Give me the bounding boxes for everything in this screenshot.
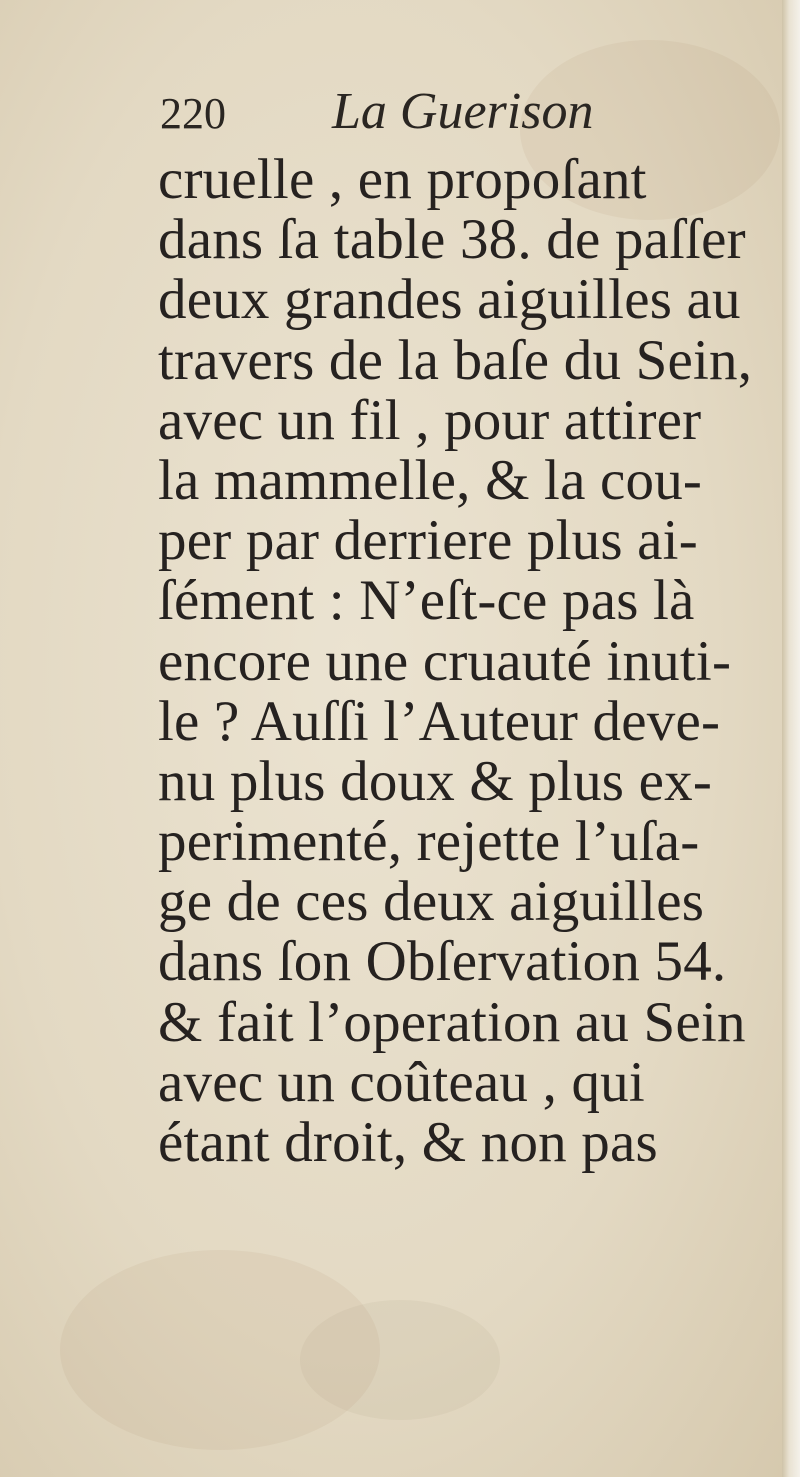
text-line: ſément : N’eſt-ce pas là	[158, 569, 695, 633]
text-line: perimenté, rejette l’uſa-	[158, 810, 700, 874]
text-line: dans ſon Obſervation 54.	[158, 930, 727, 994]
running-title: La Guerison	[332, 83, 594, 140]
page-number: 220	[160, 89, 226, 138]
text-line: la mammelle, & la cou-	[158, 448, 703, 512]
text-line: étant droit, & non pas	[158, 1111, 658, 1174]
body-text	[158, 150, 770, 1173]
text-line: ge de ces deux aiguilles	[158, 870, 705, 934]
page-edge	[782, 0, 800, 1477]
text-line: per par derriere plus ai-	[158, 509, 698, 573]
text-line: avec un coûteau , qui	[158, 1050, 645, 1114]
text-line: nu plus doux & plus ex-	[158, 749, 713, 813]
text-line: avec un fil , pour attirer	[158, 388, 702, 452]
text-line: cruelle , en propoſant	[158, 148, 647, 211]
text-line: deux grandes aiguilles au	[158, 268, 741, 332]
text-line: le ? Auſſi l’Auteur deve-	[158, 689, 721, 753]
text-line: dans ſa table 38. de paſſer	[158, 208, 746, 272]
paper-stain	[300, 1300, 500, 1420]
text-line: encore une cruauté inuti-	[158, 629, 732, 693]
text-line: travers de la baſe du Sein,	[158, 328, 753, 392]
text-line: & fait l’operation au Sein	[158, 990, 746, 1054]
